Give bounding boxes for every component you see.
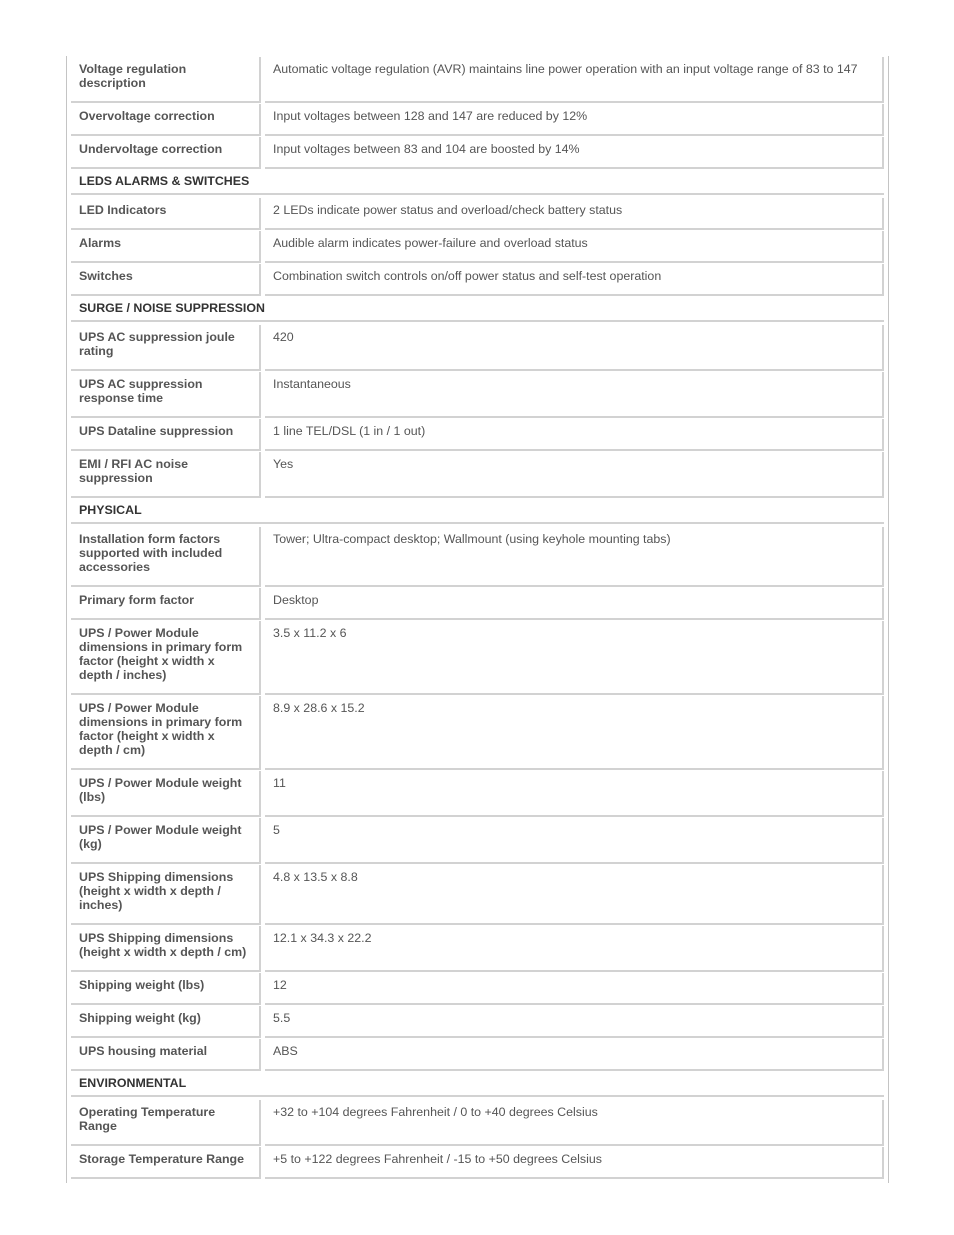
- spec-label: Storage Temperature Range: [71, 1147, 261, 1179]
- spec-label: Overvoltage correction: [71, 104, 261, 136]
- spec-value: 5: [265, 818, 884, 864]
- table-row: [67, 526, 888, 587]
- spec-label: EMI / RFI AC noise suppression: [71, 452, 261, 498]
- spec-label: Operating Temperature Range: [71, 1100, 261, 1146]
- table-row: [67, 1099, 888, 1146]
- table-row: [67, 324, 888, 371]
- spec-value: 3.5 x 11.2 x 6: [265, 621, 884, 695]
- spec-label: UPS / Power Module weight (lbs): [71, 771, 261, 817]
- table-row: [67, 103, 888, 136]
- table-row: [67, 620, 888, 695]
- table-row: [67, 56, 888, 103]
- section-header-environmental: ENVIRONMENTAL: [71, 1071, 884, 1097]
- table-row: [67, 197, 888, 230]
- spec-value: 1 line TEL/DSL (1 in / 1 out): [265, 419, 884, 451]
- spec-label: Primary form factor: [71, 588, 261, 620]
- spec-value: Input voltages between 128 and 147 are reduced by 12%: [265, 104, 884, 136]
- table-row: [67, 925, 888, 972]
- spec-value: Automatic voltage regulation (AVR) maintains line power operation with an input voltage range of 83 to 147: [265, 57, 884, 103]
- spec-label: Voltage regulation description: [71, 57, 261, 103]
- spec-value: 420: [265, 325, 884, 371]
- spec-label: UPS AC suppression response time: [71, 372, 261, 418]
- spec-value: ABS: [265, 1039, 884, 1071]
- spec-label: UPS / Power Module dimensions in primary form factor (height x width x depth / inches): [71, 621, 261, 695]
- table-row: [67, 770, 888, 817]
- table-row: [67, 817, 888, 864]
- spec-label: Shipping weight (kg): [71, 1006, 261, 1038]
- spec-label: UPS Shipping dimensions (height x width x depth / cm): [71, 926, 261, 972]
- section-header-physical: PHYSICAL: [71, 498, 884, 524]
- spec-value: 4.8 x 13.5 x 8.8: [265, 865, 884, 925]
- table-row: [67, 864, 888, 925]
- spec-value: +5 to +122 degrees Fahrenheit / -15 to +50 degrees Celsius: [265, 1147, 884, 1179]
- spec-value: 12: [265, 973, 884, 1005]
- spec-label: UPS Shipping dimensions (height x width x depth / inches): [71, 865, 261, 925]
- table-row: [67, 418, 888, 451]
- table-row: [67, 451, 888, 498]
- spec-label: UPS AC suppression joule rating: [71, 325, 261, 371]
- spec-value: Yes: [265, 452, 884, 498]
- spec-label: UPS housing material: [71, 1039, 261, 1071]
- table-row: [67, 371, 888, 418]
- table-row: [67, 587, 888, 620]
- spec-label: LED Indicators: [71, 198, 261, 230]
- table-row: [67, 230, 888, 263]
- spec-label: Switches: [71, 264, 261, 296]
- table-row: [67, 1005, 888, 1038]
- spec-value: 2 LEDs indicate power status and overload/check battery status: [265, 198, 884, 230]
- spec-label: Undervoltage correction: [71, 137, 261, 169]
- spec-label: UPS / Power Module dimensions in primary form factor (height x width x depth / cm): [71, 696, 261, 770]
- spec-value: Instantaneous: [265, 372, 884, 418]
- spec-table: [66, 56, 889, 1183]
- spec-value: Desktop: [265, 588, 884, 620]
- spec-value: 8.9 x 28.6 x 15.2: [265, 696, 884, 770]
- spec-label: UPS Dataline suppression: [71, 419, 261, 451]
- spec-label: Installation form factors supported with included accessories: [71, 527, 261, 587]
- spec-value: Combination switch controls on/off power status and self-test operation: [265, 264, 884, 296]
- spec-value: +32 to +104 degrees Fahrenheit / 0 to +40 degrees Celsius: [265, 1100, 884, 1146]
- section-header-leds-alarms-switches: LEDS ALARMS & SWITCHES: [71, 169, 884, 195]
- spec-value: Input voltages between 83 and 104 are boosted by 14%: [265, 137, 884, 169]
- table-row: [67, 695, 888, 770]
- table-row: [67, 1038, 888, 1071]
- table-row: [67, 263, 888, 296]
- table-row: [67, 136, 888, 169]
- spec-value: 11: [265, 771, 884, 817]
- table-row: [67, 972, 888, 1005]
- section-header-surge-noise-suppression: SURGE / NOISE SUPPRESSION: [71, 296, 884, 322]
- spec-label: Alarms: [71, 231, 261, 263]
- spec-value: 5.5: [265, 1006, 884, 1038]
- spec-label: Shipping weight (lbs): [71, 973, 261, 1005]
- spec-value: Tower; Ultra-compact desktop; Wallmount (using keyhole mounting tabs): [265, 527, 884, 587]
- table-row: [67, 1146, 888, 1179]
- spec-value: Audible alarm indicates power-failure and overload status: [265, 231, 884, 263]
- spec-label: UPS / Power Module weight (kg): [71, 818, 261, 864]
- spec-value: 12.1 x 34.3 x 22.2: [265, 926, 884, 972]
